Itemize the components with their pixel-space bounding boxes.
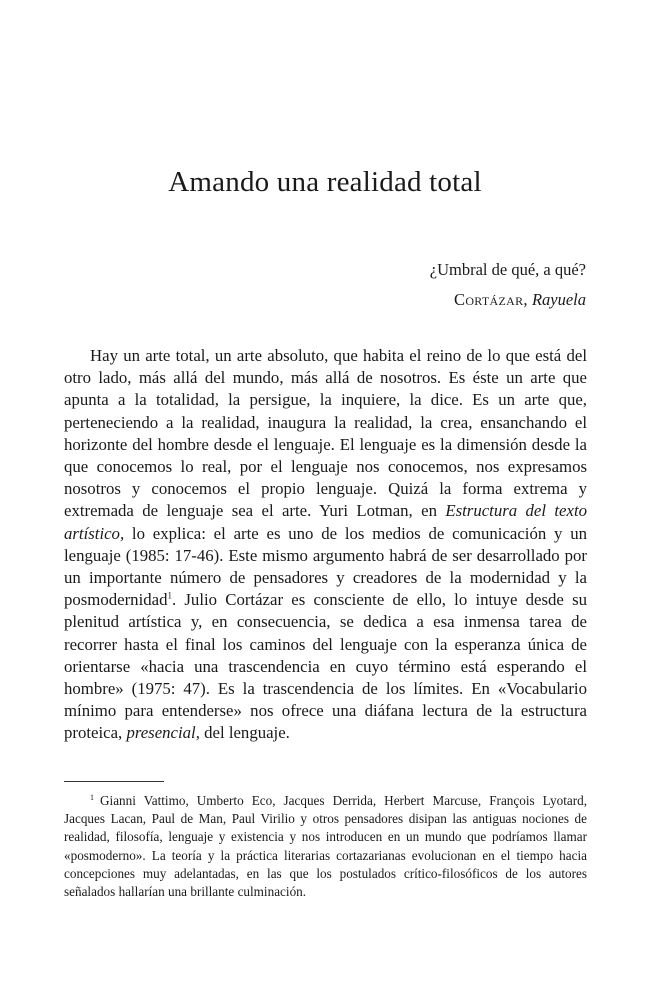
epigraph-quote: ¿Umbral de qué, a qué? — [429, 260, 586, 279]
epigraph — [430, 255, 586, 315]
footnote — [64, 792, 587, 901]
epigraph-work: Rayuela — [531, 290, 586, 309]
footnote-divider — [64, 781, 164, 782]
body-text-part-2: lo explica: el arte es uno de los medios de comunicación y un lenguaje (1985: 17-46). Este mismo argumento habrá de ser desarrollado por un importante número de pensadores y creadores de la modernidad y la posmodernidad — [64, 523, 587, 610]
chapter-title: Amando una realidad total — [168, 166, 482, 198]
body-paragraph — [64, 345, 587, 745]
epigraph-attribution — [430, 285, 586, 315]
emphasis-presencial: presencial, — [126, 723, 200, 743]
epigraph-author: Cortázar, — [454, 290, 528, 309]
body-text-part-3: . Julio Cortázar es consciente de ello, lo intuye desde su plenitud artística y, en consecuencia, se dedica a esa inmensa tarea de recorrer hasta el final los caminos del lenguaje con la esperanza única de orientarse «hacia una trascendencia en cuyo término está esperando el hombre» (1975: 47). Es la trascendencia de los límites. En «Vocabulario mínimo para entenderse» nos ofrece una diáfana lectura de la estructura proteica, — [64, 590, 587, 743]
body-text-part-4: del lenguaje. — [199, 723, 290, 743]
footnote-marker: 1 — [90, 792, 94, 802]
footnote-text: Gianni Vattimo, Umberto Eco, Jacques Derrida, Herbert Marcuse, François Lyotard, Jacques Lacan, Paul de Man, Paul Virilio y otros pensadores disipan las antiguas nociones de realidad, filosofía, lenguaje y existencia y nos introducen en un mundo que podríamos llamar «posmoderno». La teoría y la práctica literarias cortazarianas evolucionan en el tiempo hacia concepciones muy adelantadas, en las que los postulados crítico-filosóficos de los autores señalados hallarían una brillante culminación. — [64, 793, 587, 900]
footnote-reference[interactable]: 1 — [167, 590, 172, 601]
body-text-part-1: Hay un arte total, un arte absoluto, que habita el reino de lo que está del otro lado, más allá del mundo, más allá de nosotros. Es éste un arte que apunta a la totalidad, la persigue, la inquiere, la dice. Es un arte que, perteneciendo a la realidad, inaugura la realidad, la crea, ensanchando el horizonte del hombre desde el lenguaje. El lenguaje es la dimensión desde la que conocemos lo real, por el lenguaje nos conocemos, nos expresamos nosotros y conocemos el propio lenguaje. Quizá la forma extrema y extremada de lenguaje sea el arte. Yuri Lotman, en — [64, 346, 587, 521]
book-title-estructura: Estructura del texto artístico, — [64, 501, 587, 543]
